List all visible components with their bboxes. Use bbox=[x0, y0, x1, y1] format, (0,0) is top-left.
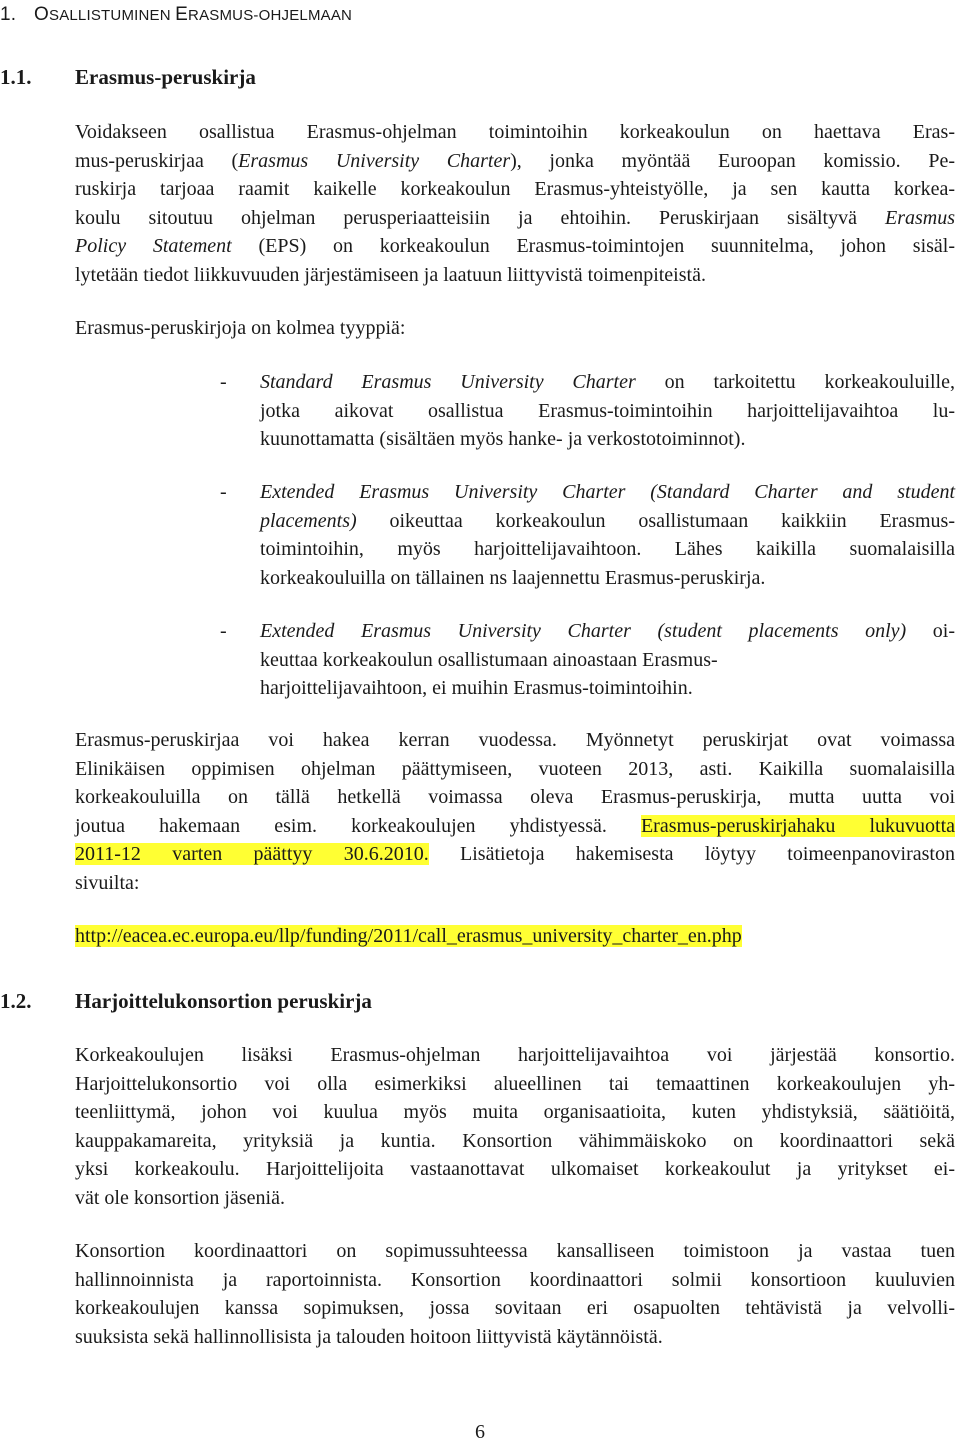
text-line: Erasmus-peruskirjoja on kolmea tyyppiä: bbox=[75, 317, 406, 339]
text-line: teenliittymä, johon voi kuulua myös muita organisaatioita, kuten yhdistyksiä, säätiöitä, bbox=[75, 1101, 955, 1123]
text-line: ruskirja tarjoaa raamit kaikelle korkeakoulun Erasmus-yhteistyölle, ja sen kautta korkea- bbox=[75, 178, 955, 200]
italic-term: Extended Erasmus University Charter (Standard Charter and student bbox=[260, 481, 955, 503]
text-line: vät ole konsortion jäseniä. bbox=[75, 1186, 285, 1209]
text-line: korkeakouluilla on tällä hetkellä voimassa oleva Erasmus-peruskirja, mutta uutta voi bbox=[75, 786, 955, 808]
text-line bbox=[75, 147, 955, 176]
text-line: kauppakamareita, yrityksiä ja kuntia. Konsortion vähimmäiskoko on koordinaattori sekä bbox=[75, 1129, 955, 1152]
bullet-text bbox=[260, 617, 955, 703]
highlighted-deadline-text: 2011-12 varten päättyy 30.6.2010. bbox=[75, 843, 429, 865]
italic-term: Extended Erasmus University Charter (student placements only) bbox=[260, 620, 907, 642]
text-line bbox=[75, 922, 955, 951]
text-span: Lisätietoja hakemisesta löytyy toimeenpanoviraston bbox=[428, 843, 955, 865]
text-line bbox=[75, 204, 955, 233]
text-span: on tarkoitettu korkeakouluille, bbox=[635, 371, 955, 393]
section-title: Harjoittelukonsortion peruskirja bbox=[75, 989, 372, 1013]
bullet-item-extended bbox=[75, 478, 955, 592]
text-line: korkeakouluilla on tällainen ns laajennettu Erasmus-peruskirja. bbox=[260, 566, 766, 589]
text-span: (EPS) on korkeakoulun Erasmus-toimintojen suunnitelma, johon sisäl- bbox=[231, 235, 955, 257]
text-line: toimintoihin, myös harjoittelijavaihtoon. Lähes kaikilla suomalaisilla bbox=[260, 538, 955, 560]
text-span: oikeuttaa korkeakoulun osallistumaan kaikkiin Erasmus- bbox=[356, 509, 955, 532]
bullet-item-extended-placements bbox=[75, 617, 955, 703]
section-title: Erasmus-peruskirja bbox=[75, 65, 256, 89]
text-line: yksi korkeakoulu. Harjoittelijoita vastaanottavat ulkomaiset korkeakoulut ja yritykset ei- bbox=[75, 1158, 955, 1180]
bullet-dash: - bbox=[220, 481, 227, 503]
italic-term: Policy Statement bbox=[75, 235, 232, 257]
chapter-title-cap1: O bbox=[34, 4, 49, 25]
text-line: Konsortion koordinaattori on sopimussuhteessa kansalliseen toimistoon ja vastaa tuen bbox=[75, 1240, 955, 1262]
text-span: mus-peruskirjaa ( bbox=[75, 149, 239, 172]
text-line: Korkeakoulujen lisäksi Erasmus-ohjelman harjoittelijavaihtoa voi järjestää konsortio. bbox=[75, 1044, 955, 1066]
chapter-heading bbox=[0, 2, 352, 29]
highlighted-deadline-text: Erasmus-peruskirjahaku lukuvuotta bbox=[640, 814, 956, 837]
text-line: Erasmus-peruskirjaa voi hakea kerran vuodessa. Myönnetyt peruskirjat ovat voimassa bbox=[75, 729, 955, 751]
italic-term: placements) bbox=[260, 509, 357, 532]
bullet-dash: - bbox=[220, 620, 227, 642]
eacea-charter-link[interactable]: http://eacea.ec.europa.eu/llp/funding/2011/call_erasmus_university_charter_en.php bbox=[75, 925, 742, 947]
italic-term: Erasmus bbox=[884, 206, 955, 229]
text-line: keuttaa korkeakoulun osallistumaan ainoastaan Erasmus- bbox=[260, 648, 718, 671]
text-line: lytetään tiedot liikkuvuuden järjestämiseen ja laatuun liittyvistä toimenpiteistä. bbox=[75, 263, 706, 286]
section-number: 1.1. bbox=[0, 65, 32, 89]
bullet-dash: - bbox=[220, 371, 227, 393]
chapter-title-cap2: E bbox=[175, 4, 189, 25]
bullet-item-standard bbox=[75, 368, 955, 454]
text-line bbox=[260, 507, 955, 536]
page-number: 6 bbox=[475, 1421, 485, 1443]
section-heading-1-2 bbox=[0, 987, 900, 1015]
text-line bbox=[75, 812, 955, 841]
chapter-title-part1: SALLISTUMINEN bbox=[48, 7, 176, 24]
text-line: suuksista sekä hallinnollisista ja talouden hoitoon liittyvistä käytännöistä. bbox=[75, 1325, 663, 1348]
text-line: harjoittelijavaihtoon, ei muihin Erasmus-toimintoihin. bbox=[260, 677, 693, 699]
bullet-text bbox=[260, 368, 955, 454]
text-line: korkeakoulujen kanssa sopimuksen, jossa sovitaan eri osapuolten tehtävistä ja velvolli- bbox=[75, 1297, 955, 1319]
text-line bbox=[75, 840, 955, 869]
paragraph-consortium-intro bbox=[75, 1041, 955, 1212]
text-line bbox=[260, 617, 955, 646]
text-line: sivuilta: bbox=[75, 871, 140, 894]
text-line: hallinnoinnista ja raportoinnista. Konsortion koordinaattori solmii konsortioon kuuluvien bbox=[75, 1268, 955, 1291]
text-line: Elinikäisen oppimisen ohjelman päättymiseen, vuoteen 2013, asti. Kaikilla suomalaisilla bbox=[75, 757, 955, 780]
chapter-title-part2: RASMUS-OHJELMAAN bbox=[188, 7, 353, 24]
text-span: oi- bbox=[906, 620, 956, 642]
text-line bbox=[260, 368, 955, 397]
chapter-number: 1. bbox=[0, 4, 17, 25]
paragraph-application-info bbox=[75, 726, 955, 897]
text-line: Harjoittelukonsortio voi olla esimerkiksi alueellinen tai temaattinen korkeakoulujen yh- bbox=[75, 1072, 955, 1095]
italic-term: Erasmus University Charter bbox=[238, 149, 511, 172]
text-line: Voidakseen osallistua Erasmus-ohjelman toimintoihin korkeakoulun on haettava Eras- bbox=[75, 121, 955, 143]
text-span: joutua hakemaan esim. korkeakoulujen yhdistyessä. bbox=[75, 814, 641, 837]
paragraph-charter-types bbox=[75, 314, 955, 343]
paragraph-consortium-coordinator bbox=[75, 1237, 955, 1351]
text-line: kuunottamatta (sisältäen myös hanke- ja verkostotoiminnot). bbox=[260, 428, 746, 450]
text-line bbox=[75, 232, 955, 261]
bullet-text bbox=[260, 478, 955, 592]
text-span: ), jonka myöntää Euroopan komissio. Pe- bbox=[510, 149, 955, 172]
text-span: koulu sitoutuu ohjelman perusperiaatteisiin ja ehtoihin. Peruskirjaan sisältyvä bbox=[75, 206, 885, 229]
section-number: 1.2. bbox=[0, 989, 32, 1013]
section-heading-1-1 bbox=[0, 63, 900, 91]
italic-term: Standard Erasmus University Charter bbox=[260, 371, 636, 393]
text-line: jotka aikovat osallistua Erasmus-toimintoihin harjoittelijavaihtoa lu- bbox=[260, 399, 955, 422]
url-paragraph bbox=[75, 922, 955, 951]
paragraph-charter-intro bbox=[75, 118, 955, 289]
